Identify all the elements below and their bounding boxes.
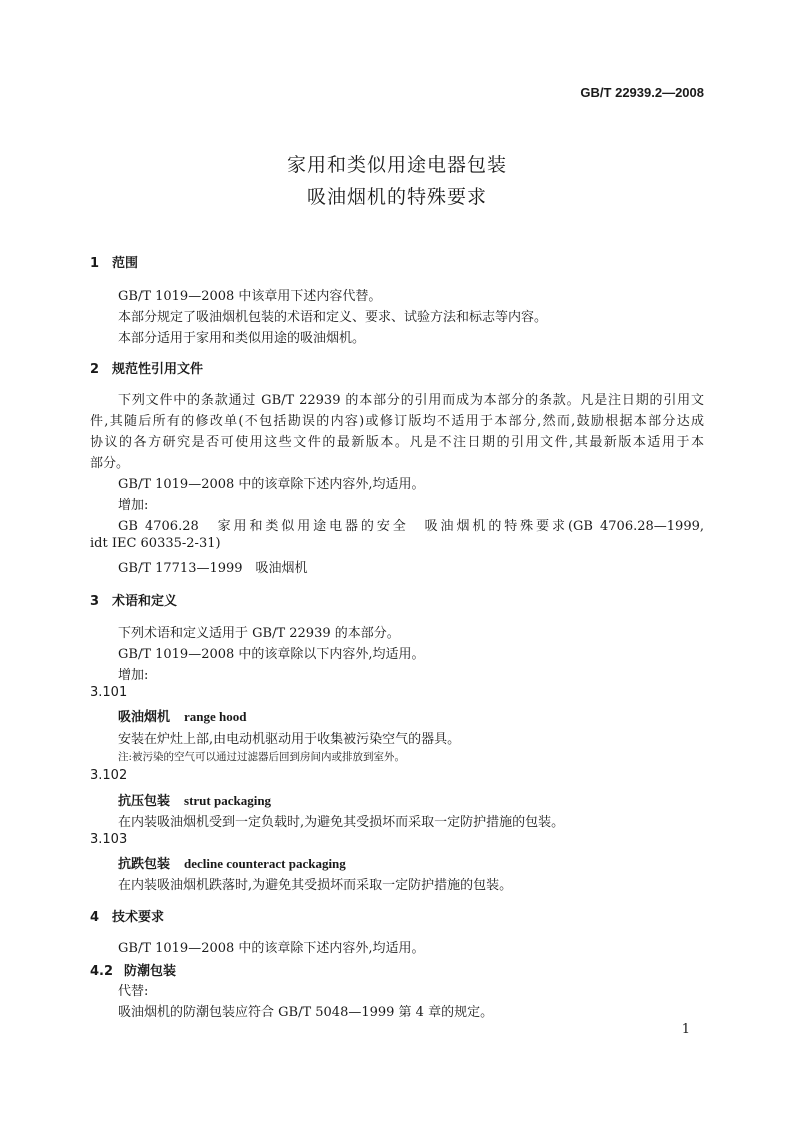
term-chinese: 吸油烟机 xyxy=(118,710,171,725)
term-english: strut packaging xyxy=(184,793,272,808)
section-title: 范围 xyxy=(112,256,139,271)
reference-line: GB/T 17713—1999 吸油烟机 xyxy=(118,561,308,576)
reference-line: idt IEC 60335-2-31) xyxy=(90,536,221,551)
term-chinese: 抗跌包装 xyxy=(118,857,171,872)
term-english: range hood xyxy=(184,709,247,724)
section-number: 2 xyxy=(90,362,100,377)
section-3-heading xyxy=(90,590,177,609)
section-2-heading xyxy=(90,358,203,377)
term-definition: 在内装吸油烟机受到一定负载时,为避免其受损坏而采取一定防护措施的包装。 xyxy=(118,815,565,830)
paragraph: 代替: xyxy=(118,984,149,999)
subsection-number: 4.2 xyxy=(90,964,114,979)
term-entry xyxy=(118,790,271,809)
subsection-title: 防潮包装 xyxy=(124,964,177,979)
document-title-line2: 吸油烟机的特殊要求 xyxy=(306,186,487,208)
section-1-heading xyxy=(90,252,138,271)
paragraph: 吸油烟机的防潮包装应符合 GB/T 5048—1999 第 4 章的规定。 xyxy=(118,1005,494,1020)
paragraph-line: 件,其随后所有的修改单(不包括勘误的内容)或修订版均不适用于本部分,然而,鼓励根据本部分达成 xyxy=(90,414,704,429)
paragraph: GB/T 1019—2008 中的该章除下述内容外,均适用。 xyxy=(118,477,425,492)
paragraph: 增加: xyxy=(118,498,149,513)
standard-number: GB/T 22939.2—2008 xyxy=(580,85,704,100)
term-definition: 在内装吸油烟机跌落时,为避免其受损坏而采取一定防护措施的包装。 xyxy=(118,878,513,893)
section-number: 4 xyxy=(90,910,100,925)
clause-number: 3.102 xyxy=(90,768,128,783)
paragraph: 下列术语和定义适用于 GB/T 22939 的本部分。 xyxy=(118,626,400,641)
term-entry xyxy=(118,853,346,872)
term-english: decline counteract packaging xyxy=(184,856,346,871)
document-title-line1: 家用和类似用途电器包装 xyxy=(286,154,507,176)
paragraph: GB/T 1019—2008 中该章用下述内容代替。 xyxy=(118,289,382,304)
reference-line: GB 4706.28 家用和类似用途电器的安全 吸油烟机的特殊要求(GB 4706.28—1999, xyxy=(118,519,704,534)
clause-number: 3.101 xyxy=(90,685,128,700)
section-number: 1 xyxy=(90,256,100,271)
paragraph-line: 下列文件中的条款通过 GB/T 22939 的本部分的引用而成为本部分的条款。凡是注日期的引用文 xyxy=(118,393,704,408)
note: 注:被污染的空气可以通过过滤器后回到房间内或排放到室外。 xyxy=(118,751,406,763)
section-title: 规范性引用文件 xyxy=(112,362,204,377)
section-title: 技术要求 xyxy=(112,910,165,925)
section-title: 术语和定义 xyxy=(112,594,178,609)
paragraph-line: 协议的各方研究是否可使用这些文件的最新版本。凡是不注日期的引用文件,其最新版本适用于本 xyxy=(90,435,704,450)
paragraph: GB/T 1019—2008 中的该章除下述内容外,均适用。 xyxy=(118,941,425,956)
term-entry xyxy=(118,706,247,725)
subsection-heading xyxy=(90,960,176,979)
section-number: 3 xyxy=(90,594,100,609)
page-number: 1 xyxy=(681,1022,690,1037)
clause-number: 3.103 xyxy=(90,832,128,847)
paragraph: 本部分规定了吸油烟机包装的术语和定义、要求、试验方法和标志等内容。 xyxy=(118,310,548,325)
term-chinese: 抗压包装 xyxy=(118,794,171,809)
paragraph-line: 部分。 xyxy=(90,456,130,471)
paragraph: GB/T 1019—2008 中的该章除以下内容外,均适用。 xyxy=(118,647,425,662)
paragraph: 增加: xyxy=(118,668,149,683)
term-definition: 安装在炉灶上部,由电动机驱动用于收集被污染空气的器具。 xyxy=(118,732,461,747)
paragraph: 本部分适用于家用和类似用途的吸油烟机。 xyxy=(118,331,366,346)
section-4-heading xyxy=(90,906,164,925)
